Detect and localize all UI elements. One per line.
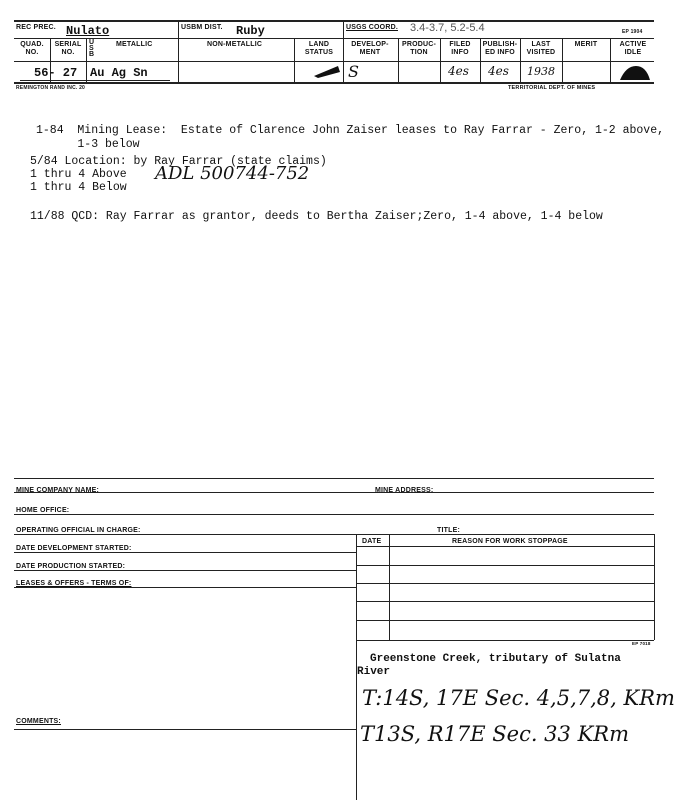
rec-prec-label: REC PREC. xyxy=(16,24,56,31)
leases-offers-label: LEASES & OFFERS - TERMS OF: xyxy=(16,580,132,587)
adl-handwritten: ADL 500744-752 xyxy=(155,163,310,184)
township-handwritten-2: T13S, R17E Sec. 33 KRm xyxy=(360,722,629,746)
mine-company-name-label: MINE COMPANY NAME: xyxy=(16,487,100,494)
home-office-label: HOME OFFICE: xyxy=(16,507,70,514)
date-production-label: DATE PRODUCTION STARTED: xyxy=(16,563,126,570)
col-active-idle: ACTIVE IDLE xyxy=(619,41,647,56)
col-non-metallic: NON-METALLIC xyxy=(207,41,263,48)
usgs-coord-label: USGS COORD. xyxy=(346,24,398,31)
note-line-2: 1-3 below xyxy=(36,138,140,151)
printer-credit: REMINGTON RAND INC. 20 xyxy=(16,85,86,91)
last-visited-value: 1938 xyxy=(527,65,555,78)
col-published-info: PUBLISH-ED INFO xyxy=(482,41,518,56)
operating-official-label: OPERATING OFFICIAL IN CHARGE: xyxy=(16,527,141,534)
note-line-5: 1 thru 4 Below xyxy=(30,181,127,194)
form-number-top: EP 1904 xyxy=(622,29,643,35)
col-quad-no: QUAD. NO. xyxy=(20,41,44,56)
location-line-2: River xyxy=(357,666,391,678)
usgs-coord-value: 3.4-3.7, 5.2-5.4 xyxy=(410,22,485,34)
location-line-1: Greenstone Creek, tributary of Sulatna xyxy=(370,653,621,665)
form-number-bottom: EP 7018 xyxy=(632,641,651,646)
col-filed-info: FILED INFO xyxy=(449,41,471,56)
date-column-header: DATE xyxy=(362,538,382,545)
territorial-dept: TERRITORIAL DEPT. OF MINES xyxy=(508,85,596,91)
note-line-3: 5/84 Location: by Ray Farrar (state claims) xyxy=(30,155,327,168)
metallic-value: Au Ag Sn xyxy=(90,66,148,80)
note-line-1: 1-84 Mining Lease: Estate of Clarence John Zaiser leases to Ray Farrar - Zero, 1-2 above, xyxy=(36,124,665,137)
comments-label: COMMENTS: xyxy=(16,718,61,725)
note-line-4: 1 thru 4 Above xyxy=(30,168,127,181)
published-info-value: 4es xyxy=(488,64,509,78)
note-line-6: 11/88 QCD: Ray Farrar as grantor, deeds to Bertha Zaiser;Zero, 1-4 above, 1-4 below xyxy=(30,210,603,223)
active-idle-mark xyxy=(618,62,652,82)
filed-info-value: 4es xyxy=(448,64,469,78)
title-label: TITLE: xyxy=(437,527,460,534)
land-status-mark xyxy=(312,63,342,79)
development-value: S xyxy=(348,62,359,81)
col-production: PRODUC-TION xyxy=(401,41,437,56)
col-usb-codes: U S B xyxy=(89,39,95,58)
col-development: DEVELOP-MENT xyxy=(351,41,389,56)
usbm-dist-value: Ruby xyxy=(236,24,265,38)
col-serial-no: SERIAL NO. xyxy=(54,41,82,56)
col-land-status: LAND STATUS xyxy=(304,41,334,56)
township-handwritten-1: T:14S, 17E Sec. 4,5,7,8, KRm xyxy=(362,686,675,710)
mine-address-label: MINE ADDRESS: xyxy=(375,487,434,494)
col-metallic: METALLIC xyxy=(116,41,153,48)
col-last-visited: LAST VISITED xyxy=(526,41,556,56)
col-merit: MERIT xyxy=(574,41,598,48)
date-development-label: DATE DEVELOPMENT STARTED: xyxy=(16,545,132,552)
quad-serial-value: 56- 27 xyxy=(34,66,78,80)
reason-column-header: REASON FOR WORK STOPPAGE xyxy=(452,538,568,545)
usbm-dist-label: USBM DIST. xyxy=(181,24,223,31)
rec-prec-value: Nulato xyxy=(66,24,110,38)
